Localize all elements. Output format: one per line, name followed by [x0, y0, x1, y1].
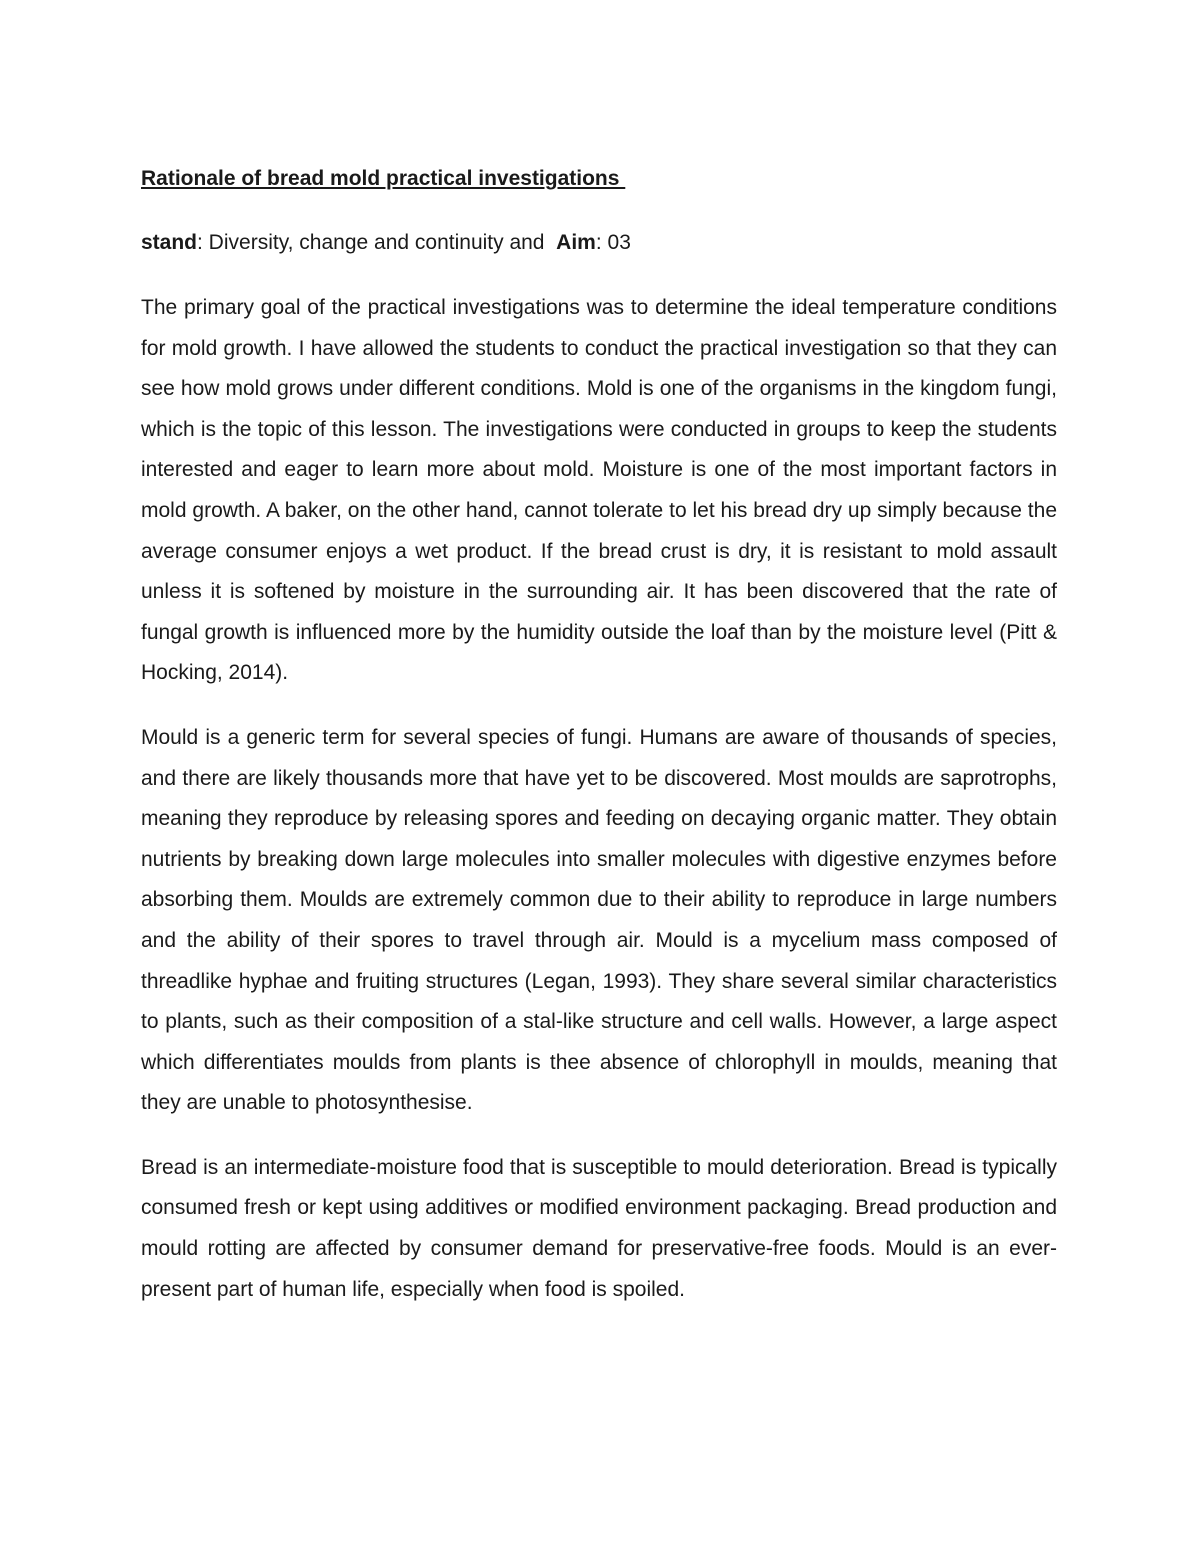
stand-label: stand: [141, 231, 198, 254]
stand-value: : Diversity, change and continuity and: [197, 231, 557, 254]
paragraph-2: Mould is a generic term for several species of fungi. Humans are aware of thousands of species, and there are likely thousands more that have yet to be discovered. Most moulds are saprotrophs, meaning they reproduce by releasing spores and feeding on decaying organic matter. They obtain nutrients by breaking down large molecules into smaller molecules with digestive enzymes before absorbing them. Moulds are extremely common due to their ability to reproduce in large numbers and the ability of their spores to travel through air. Mould is a mycelium mass composed of threadlike hyphae and fruiting structures (Legan, 1993). They share several similar characteristics to plants, such as their composition of a stal-like structure and cell walls. However, a large aspect which differentiates moulds from plants is thee absence of chlorophyll in moulds, meaning that they are unable to photosynthesise.: [141, 725, 1057, 1115]
document-body: [141, 164, 1057, 1310]
document-title: Rationale of bread mold practical investigations: [141, 167, 626, 190]
meta-line: [141, 228, 1057, 258]
paragraph-1: The primary goal of the practical investigations was to determine the ideal temperature conditions for mold growth. I have allowed the students to conduct the practical investigation so that they can see how mold grows under different conditions. Mold is one of the organisms in the kingdom fungi, which is the topic of this lesson. The investigations were conducted in groups to keep the students interested and eager to learn more about mold. Moisture is one of the most important factors in mold growth. A baker, on the other hand, cannot tolerate to let his bread dry up simply because the average consumer enjoys a wet product. If the bread crust is dry, it is resistant to mold assault unless it is softened by moisture in the surrounding air. It has been discovered that the rate of fungal growth is influenced more by the humidity outside the loaf than by the moisture level (Pitt & Hocking, 2014).: [141, 296, 1057, 685]
aim-label: Aim: [556, 231, 596, 254]
paragraph-3: Bread is an intermediate-moisture food that is susceptible to mould deterioration. Bread is typically consumed fresh or kept using additives or modified environment packaging. Bread production and mould rotting are affected by consumer demand for preservative-free foods. Mould is an ever-present part of human life, especially when food is spoiled.: [141, 1155, 1057, 1301]
aim-value: : 03: [595, 231, 631, 254]
